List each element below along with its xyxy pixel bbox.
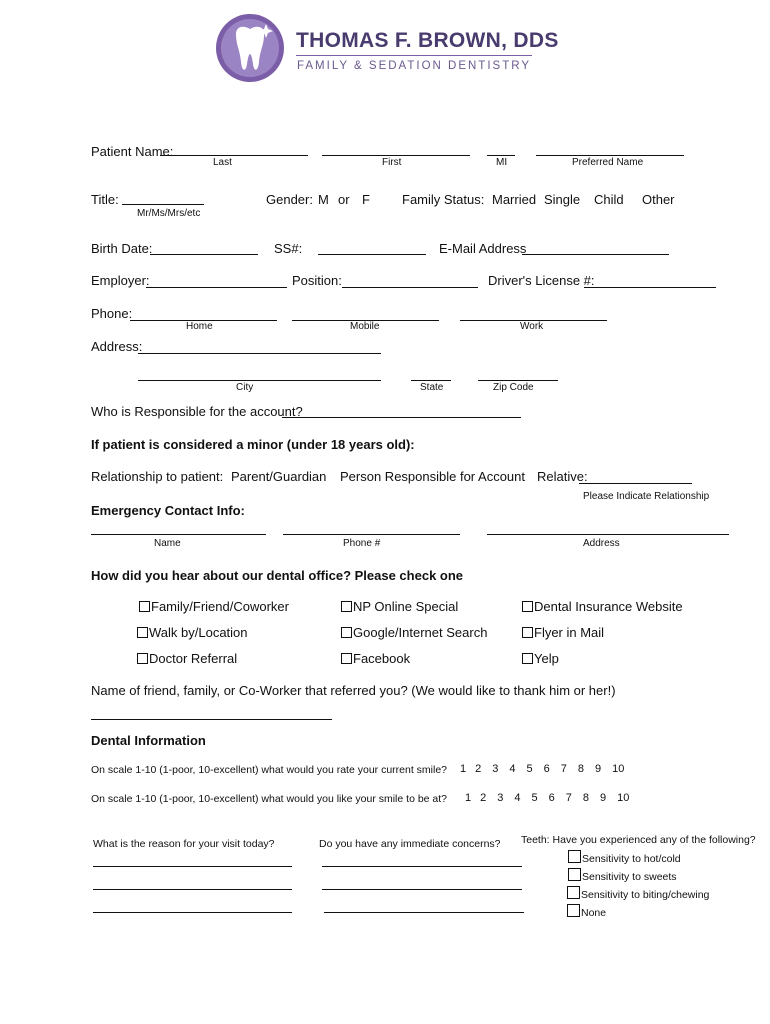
option-label: Doctor Referral	[149, 651, 238, 666]
concerns-field-3[interactable]	[324, 912, 524, 913]
teeth-option-hot-cold[interactable]	[568, 850, 681, 865]
scale-1[interactable]: 1	[460, 763, 467, 775]
scale-4[interactable]: 4	[509, 763, 516, 775]
responsible-label: Who is Responsible for the account?	[91, 404, 303, 419]
title-label: Title:	[91, 192, 119, 207]
reason-field-1[interactable]	[93, 866, 292, 867]
title-hint: Mr/Ms/Mrs/etc	[137, 208, 201, 219]
checkbox-icon[interactable]	[522, 601, 533, 612]
zip-field[interactable]	[478, 380, 558, 381]
option-family-friend[interactable]	[139, 599, 289, 614]
gender-or: or	[338, 192, 350, 207]
state-hint: State	[420, 382, 444, 393]
option-label: Sensitivity to hot/cold	[582, 853, 681, 865]
preferred-name-field[interactable]	[536, 155, 684, 156]
scale-2[interactable]: 2	[475, 763, 482, 775]
employer-label: Employer:	[91, 273, 150, 288]
relative-field[interactable]	[579, 483, 692, 484]
checkbox-icon[interactable]	[522, 627, 533, 638]
friend-referral-label: Name of friend, family, or Co-Worker that referred you? (We would like to thank him or her!)	[91, 683, 616, 698]
option-label: Yelp	[534, 651, 559, 666]
tooth-logo-icon	[214, 12, 286, 84]
checkbox-icon[interactable]	[567, 886, 580, 899]
city-field[interactable]	[138, 380, 381, 381]
referral-heading: How did you hear about our dental office? Please check one	[91, 568, 464, 583]
email-field[interactable]	[522, 254, 669, 255]
option-label: Google/Internet Search	[353, 625, 488, 640]
current-smile-scale[interactable]	[460, 763, 624, 775]
emergency-phone-hint: Phone #	[343, 538, 381, 549]
practice-tagline: FAMILY & SEDATION DENTISTRY	[297, 60, 531, 72]
logo	[214, 12, 286, 84]
option-label: Walk by/Location	[149, 625, 248, 640]
preferred-hint: Preferred Name	[572, 157, 644, 168]
scale-9[interactable]: 9	[600, 792, 607, 804]
emergency-name-hint: Name	[154, 538, 181, 549]
relationship-responsible[interactable]: Person Responsible for Account	[340, 469, 525, 484]
option-label: None	[581, 907, 607, 919]
state-field[interactable]	[411, 380, 451, 381]
position-field[interactable]	[342, 287, 478, 288]
ss-label: SS#:	[274, 241, 303, 256]
emergency-address-field[interactable]	[487, 534, 729, 535]
phone-mobile-hint: Mobile	[350, 321, 380, 332]
address-label: Address:	[91, 339, 143, 354]
gender-m[interactable]: M	[318, 192, 329, 207]
phone-label: Phone:	[91, 306, 133, 321]
minor-heading: If patient is considered a minor (under 18 years old):	[91, 437, 415, 452]
first-name-field[interactable]	[322, 155, 470, 156]
scale-8[interactable]: 8	[577, 763, 584, 775]
teeth-label: Teeth: Have you experienced any of the following?	[521, 834, 756, 846]
reason-label: What is the reason for your visit today?	[93, 838, 275, 850]
gender-f[interactable]: F	[362, 192, 370, 207]
relationship-label: Relationship to patient:	[91, 469, 224, 484]
address-field[interactable]	[138, 353, 381, 354]
family-status-single[interactable]: Single	[544, 192, 581, 207]
scale-2[interactable]: 2	[480, 792, 487, 804]
emergency-phone-field[interactable]	[283, 534, 460, 535]
checkbox-icon[interactable]	[522, 653, 533, 664]
friend-referral-field[interactable]	[91, 719, 332, 720]
checkbox-icon[interactable]	[139, 601, 150, 612]
option-dental-insurance[interactable]	[522, 599, 683, 614]
scale-4[interactable]: 4	[514, 792, 521, 804]
option-label: Dental Insurance Website	[534, 599, 683, 614]
scale-8[interactable]: 8	[582, 792, 589, 804]
reason-field-3[interactable]	[93, 912, 292, 913]
emergency-address-hint: Address	[583, 538, 620, 549]
last-name-field[interactable]	[160, 155, 308, 156]
position-label: Position:	[292, 273, 342, 288]
reason-field-2[interactable]	[93, 889, 292, 890]
teeth-option-sweets[interactable]	[568, 868, 677, 883]
concerns-field-1[interactable]	[322, 866, 522, 867]
license-field[interactable]	[584, 287, 716, 288]
teeth-option-none[interactable]	[567, 904, 606, 919]
checkbox-icon[interactable]	[568, 850, 581, 863]
desired-smile-scale[interactable]	[465, 792, 629, 804]
scale-9[interactable]: 9	[595, 763, 602, 775]
logo-divider	[296, 55, 532, 56]
license-label: Driver's License #:	[488, 273, 595, 288]
relationship-parent[interactable]: Parent/Guardian	[231, 469, 327, 484]
scale-3[interactable]: 3	[497, 792, 504, 804]
checkbox-icon[interactable]	[567, 904, 580, 917]
option-label: Flyer in Mail	[534, 625, 605, 640]
scale-6[interactable]: 6	[543, 763, 550, 775]
gender-label: Gender:	[266, 192, 313, 207]
birth-date-label: Birth Date:	[91, 241, 153, 256]
responsible-field[interactable]	[282, 417, 521, 418]
title-field[interactable]	[122, 204, 204, 205]
city-hint: City	[236, 382, 254, 393]
scale-10[interactable]: 10	[617, 792, 630, 804]
phone-home-hint: Home	[186, 321, 213, 332]
option-facebook[interactable]	[341, 651, 410, 666]
checkbox-icon[interactable]	[137, 627, 148, 638]
practice-name: THOMAS F. BROWN, DDS	[296, 29, 559, 52]
relative-hint: Please Indicate Relationship	[583, 491, 710, 502]
scale-3[interactable]: 3	[492, 763, 499, 775]
question-desired-smile: On scale 1-10 (1-poor, 10-excellent) what would you like your smile to be at?	[91, 793, 448, 805]
dental-heading: Dental Information	[91, 733, 206, 748]
option-doctor-referral[interactable]	[137, 651, 237, 666]
option-walk-by[interactable]	[137, 625, 248, 640]
email-label: E-Mail Address	[439, 241, 527, 256]
scale-5[interactable]: 5	[531, 792, 538, 804]
option-label: Sensitivity to biting/chewing	[581, 889, 710, 901]
employer-field[interactable]	[146, 287, 287, 288]
option-label: Sensitivity to sweets	[582, 871, 677, 883]
concerns-label: Do you have any immediate concerns?	[319, 838, 501, 850]
scale-6[interactable]: 6	[548, 792, 555, 804]
birth-date-field[interactable]	[150, 254, 258, 255]
family-status-child[interactable]: Child	[594, 192, 624, 207]
checkbox-icon[interactable]	[568, 868, 581, 881]
checkbox-icon[interactable]	[137, 653, 148, 664]
emergency-heading: Emergency Contact Info:	[91, 503, 245, 518]
phone-work-hint: Work	[520, 321, 544, 332]
last-hint: Last	[213, 157, 232, 168]
question-current-smile: On scale 1-10 (1-poor, 10-excellent) what would you rate your current smile?	[91, 764, 448, 776]
option-yelp[interactable]	[522, 651, 559, 666]
scale-10[interactable]: 10	[612, 763, 625, 775]
family-status-married[interactable]: Married	[492, 192, 537, 207]
emergency-name-field[interactable]	[91, 534, 266, 535]
family-status-other[interactable]: Other	[642, 192, 675, 207]
teeth-option-biting[interactable]	[567, 886, 709, 901]
mi-field[interactable]	[487, 155, 515, 156]
option-label: Family/Friend/Coworker	[151, 599, 289, 614]
mi-hint: MI	[496, 157, 508, 168]
option-label: NP Online Special	[353, 599, 459, 614]
option-np-online[interactable]	[341, 599, 458, 614]
zip-hint: Zip Code	[493, 382, 534, 393]
checkbox-icon[interactable]	[341, 627, 352, 638]
scale-1[interactable]: 1	[465, 792, 472, 804]
scale-7[interactable]: 7	[560, 763, 567, 775]
scale-7[interactable]: 7	[565, 792, 572, 804]
patient-name-label: Patient Name:	[91, 144, 174, 159]
first-hint: First	[382, 157, 402, 168]
relationship-relative: Relative:	[537, 469, 588, 484]
option-flyer[interactable]	[522, 625, 604, 640]
ss-field[interactable]	[318, 254, 426, 255]
concerns-field-2[interactable]	[322, 889, 522, 890]
family-status-label: Family Status:	[402, 192, 485, 207]
scale-5[interactable]: 5	[526, 763, 533, 775]
option-label: Facebook	[353, 651, 411, 666]
checkbox-icon[interactable]	[341, 601, 352, 612]
checkbox-icon[interactable]	[341, 653, 352, 664]
option-google[interactable]	[341, 625, 487, 640]
